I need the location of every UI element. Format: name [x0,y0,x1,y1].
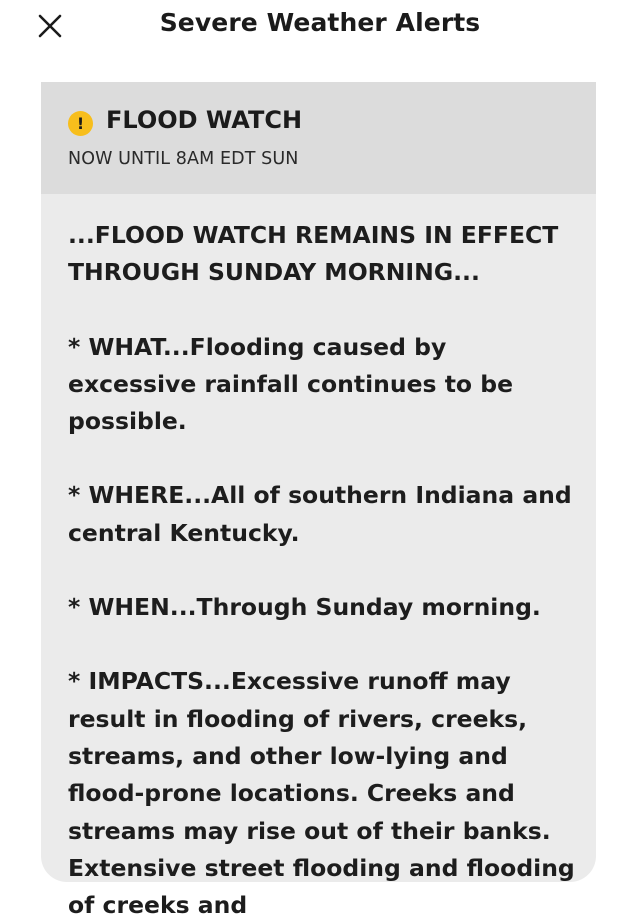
warning-icon: ! [68,111,93,136]
top-bar [0,0,640,50]
alert-card [41,82,596,920]
alert-header [41,82,596,194]
alert-paragraph-where: * WHERE...All of southern Indiana and central Kentucky. [68,481,572,547]
alert-paragraph-what: * WHAT...Flooding caused by excessive rainfall continues to be possible. [68,332,514,436]
alert-paragraph-when: * WHEN...Through Sunday morning. [68,593,541,622]
alert-paragraph-impacts: * IMPACTS...Excessive runoff may result in flooding of rivers, creeks, streams, and other low-lying and flood-prone locations. Creeks and streams may rise out of their banks. Extensive street flooding and flooding of creeks and [68,667,575,920]
alert-paragraph-headline: ...FLOOD WATCH REMAINS IN EFFECT THROUGH SUNDAY MORNING... [68,221,559,287]
alert-type: FLOOD WATCH [106,106,303,134]
page-title: Severe Weather Alerts [159,8,481,37]
alert-body [41,194,596,924]
alert-time: NOW UNTIL 8AM EDT SUN [68,149,299,169]
